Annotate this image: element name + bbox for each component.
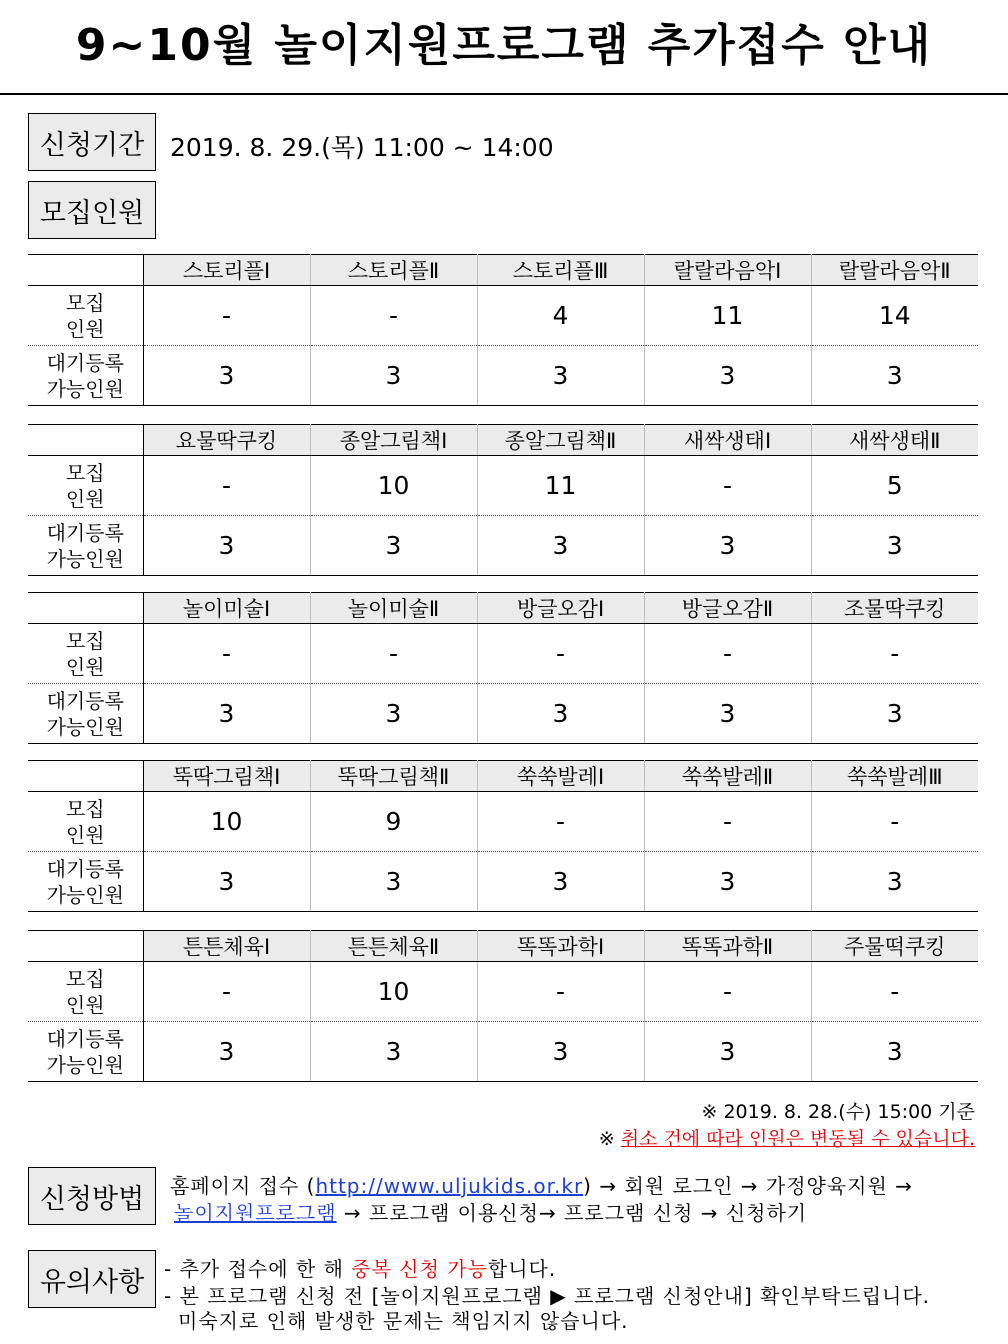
recruit-count: - xyxy=(477,962,644,1022)
program-name: 똑똑과학Ⅱ xyxy=(644,931,811,962)
program-table-3 xyxy=(28,592,978,744)
caution-highlight: 중복 신청 가능 xyxy=(351,1257,488,1281)
play-program-link[interactable]: 놀이지원프로그램 xyxy=(174,1201,337,1225)
program-table-1 xyxy=(28,254,978,406)
row-label-line: 인원 xyxy=(65,822,105,847)
waitlist-count: 3 xyxy=(811,1022,978,1082)
recruit-count: - xyxy=(811,962,978,1022)
program-name: 스토리플Ⅱ xyxy=(310,255,477,286)
waitlist-row-label xyxy=(28,1022,143,1082)
homepage-link[interactable]: http://www.uljukids.or.kr xyxy=(315,1174,584,1198)
recruit-row-label xyxy=(28,792,143,852)
waitlist-count: 3 xyxy=(644,516,811,576)
waitlist-row-label xyxy=(28,516,143,576)
recruit-count: - xyxy=(644,624,811,684)
change-note-text: 취소 건에 따라 인원은 변동될 수 있습니다. xyxy=(620,1128,975,1150)
recruit-row-label xyxy=(28,962,143,1022)
corner-cell xyxy=(28,425,143,456)
waitlist-count: 3 xyxy=(477,346,644,406)
change-note xyxy=(599,1124,975,1151)
program-name: 방글오감Ⅰ xyxy=(477,593,644,624)
waitlist-row xyxy=(28,516,978,576)
recruit-count: - xyxy=(477,624,644,684)
program-name: 똑똑과학Ⅰ xyxy=(477,931,644,962)
basis-note: ※ 2019. 8. 28.(수) 15:00 기준 xyxy=(701,1101,975,1123)
waitlist-count: 3 xyxy=(310,852,477,912)
caution-label: 유의사항 xyxy=(28,1250,156,1308)
recruit-count: 10 xyxy=(143,792,310,852)
program-name: 놀이미술Ⅰ xyxy=(143,593,310,624)
row-label-line: 인원 xyxy=(65,316,105,341)
waitlist-row xyxy=(28,1022,978,1082)
waitlist-row xyxy=(28,852,978,912)
program-name: 종알그림책Ⅰ xyxy=(310,425,477,456)
waitlist-row-label xyxy=(28,852,143,912)
waitlist-count: 3 xyxy=(644,1022,811,1082)
waitlist-count: 3 xyxy=(477,852,644,912)
row-label-line: 가능인원 xyxy=(46,882,124,907)
row-label-line: 대기등록 xyxy=(46,350,124,375)
waitlist-count: 3 xyxy=(811,852,978,912)
corner-cell xyxy=(28,931,143,962)
program-table-5 xyxy=(28,930,978,1082)
recruit-count: 11 xyxy=(644,286,811,346)
row-label-line: 대기등록 xyxy=(46,1026,124,1051)
row-label-line: 대기등록 xyxy=(46,520,124,545)
recruit-row-label xyxy=(28,286,143,346)
waitlist-count: 3 xyxy=(310,1022,477,1082)
waitlist-count: 3 xyxy=(477,1022,644,1082)
recruit-count: 4 xyxy=(477,286,644,346)
row-label-line: 모집 xyxy=(65,290,105,315)
row-label-line: 가능인원 xyxy=(46,714,124,739)
waitlist-row xyxy=(28,684,978,744)
recruit-count: - xyxy=(143,286,310,346)
corner-cell xyxy=(28,761,143,792)
recruit-count: 9 xyxy=(310,792,477,852)
program-name: 방글오감Ⅱ xyxy=(644,593,811,624)
waitlist-count: 3 xyxy=(811,346,978,406)
waitlist-count: 3 xyxy=(477,684,644,744)
recruit-count: 10 xyxy=(310,962,477,1022)
page-title: 9~10월 놀이지원프로그램 추가접수 안내 xyxy=(75,20,933,71)
title-divider xyxy=(0,93,1008,95)
waitlist-count: 3 xyxy=(310,684,477,744)
program-name: 요물딱쿠킹 xyxy=(143,425,310,456)
program-name: 튼튼체육Ⅰ xyxy=(143,931,310,962)
waitlist-count: 3 xyxy=(644,852,811,912)
recruit-count: - xyxy=(644,456,811,516)
waitlist-count: 3 xyxy=(477,516,644,576)
corner-cell xyxy=(28,593,143,624)
recruit-row xyxy=(28,286,978,346)
caution-line-3: 미숙지로 인해 발생한 문제는 책임지지 않습니다. xyxy=(178,1309,629,1333)
program-name: 쑥쑥발레Ⅰ xyxy=(477,761,644,792)
row-label-line: 모집 xyxy=(65,628,105,653)
recruit-count: - xyxy=(310,286,477,346)
recruit-count: - xyxy=(143,962,310,1022)
program-table-4 xyxy=(28,760,978,912)
waitlist-row-label xyxy=(28,684,143,744)
waitlist-count: 3 xyxy=(310,346,477,406)
program-name: 종알그림책Ⅱ xyxy=(477,425,644,456)
period-label: 신청기간 xyxy=(28,113,156,171)
waitlist-count: 3 xyxy=(143,516,310,576)
method-line-2 xyxy=(170,1197,807,1226)
waitlist-count: 3 xyxy=(644,346,811,406)
program-name: 주물떡쿠킹 xyxy=(811,931,978,962)
waitlist-count: 3 xyxy=(143,852,310,912)
method-label: 신청방법 xyxy=(28,1167,156,1225)
row-label-line: 가능인원 xyxy=(46,546,124,571)
recruit-label: 모집인원 xyxy=(28,181,156,239)
method-text-a: 홈페이지 접수 ( xyxy=(170,1174,316,1198)
method-text-c: → 프로그램 이용신청→ 프로그램 신청 → 신청하기 xyxy=(336,1201,808,1225)
row-label-line: 인원 xyxy=(65,992,105,1017)
waitlist-count: 3 xyxy=(811,516,978,576)
recruit-row-label xyxy=(28,456,143,516)
program-name: 새싹생태Ⅰ xyxy=(644,425,811,456)
recruit-row-label xyxy=(28,624,143,684)
waitlist-count: 3 xyxy=(811,684,978,744)
row-label-line: 모집 xyxy=(65,796,105,821)
program-name: 쑥쑥발레Ⅱ xyxy=(644,761,811,792)
recruit-count: - xyxy=(143,456,310,516)
recruit-count: 14 xyxy=(811,286,978,346)
program-name: 놀이미술Ⅱ xyxy=(310,593,477,624)
waitlist-count: 3 xyxy=(644,684,811,744)
recruit-row xyxy=(28,792,978,852)
recruit-count: 10 xyxy=(310,456,477,516)
caution-text-a: - 추가 접수에 한 해 xyxy=(164,1257,352,1281)
program-name: 조물딱쿠킹 xyxy=(811,593,978,624)
program-name: 뚝딱그림책Ⅱ xyxy=(310,761,477,792)
period-value: 2019. 8. 29.(목) 11:00 ~ 14:00 xyxy=(170,133,554,162)
waitlist-count: 3 xyxy=(143,1022,310,1082)
recruit-row xyxy=(28,456,978,516)
row-label-line: 인원 xyxy=(65,486,105,511)
row-label-line: 모집 xyxy=(65,460,105,485)
recruit-count: 11 xyxy=(477,456,644,516)
waitlist-row-label xyxy=(28,346,143,406)
row-label-line: 가능인원 xyxy=(46,376,124,401)
row-label-line: 가능인원 xyxy=(46,1052,124,1077)
recruit-count: - xyxy=(644,792,811,852)
waitlist-row xyxy=(28,346,978,406)
method-line-1 xyxy=(170,1170,913,1199)
row-label-line: 모집 xyxy=(65,966,105,991)
recruit-count: - xyxy=(811,624,978,684)
program-name: 랄랄라음악Ⅰ xyxy=(644,255,811,286)
recruit-count: - xyxy=(644,962,811,1022)
recruit-count: - xyxy=(310,624,477,684)
change-note-prefix: ※ xyxy=(598,1128,621,1150)
caution-line-1 xyxy=(164,1253,556,1282)
recruit-count: 5 xyxy=(811,456,978,516)
waitlist-count: 3 xyxy=(143,346,310,406)
program-name: 스토리플Ⅰ xyxy=(143,255,310,286)
program-name: 랄랄라음악Ⅱ xyxy=(811,255,978,286)
program-name: 튼튼체육Ⅱ xyxy=(310,931,477,962)
recruit-count: - xyxy=(143,624,310,684)
program-name: 새싹생태Ⅱ xyxy=(811,425,978,456)
method-text-b: ) → 회원 로그인 → 가정양육지원 → xyxy=(583,1174,913,1198)
row-label-line: 대기등록 xyxy=(46,688,124,713)
recruit-row xyxy=(28,962,978,1022)
recruit-count: - xyxy=(477,792,644,852)
caution-text-b: 합니다. xyxy=(487,1257,557,1281)
program-table-2 xyxy=(28,424,978,576)
waitlist-count: 3 xyxy=(143,684,310,744)
program-name: 뚝딱그림책Ⅰ xyxy=(143,761,310,792)
program-name: 스토리플Ⅲ xyxy=(477,255,644,286)
recruit-count: - xyxy=(811,792,978,852)
corner-cell xyxy=(28,255,143,286)
row-label-line: 대기등록 xyxy=(46,856,124,881)
program-name: 쑥쑥발레Ⅲ xyxy=(811,761,978,792)
row-label-line: 인원 xyxy=(65,654,105,679)
recruit-row xyxy=(28,624,978,684)
caution-line-2: - 본 프로그램 신청 전 [놀이지원프로그램 ▶ 프로그램 신청안내] 확인부탁드립니다. xyxy=(164,1284,931,1308)
waitlist-count: 3 xyxy=(310,516,477,576)
